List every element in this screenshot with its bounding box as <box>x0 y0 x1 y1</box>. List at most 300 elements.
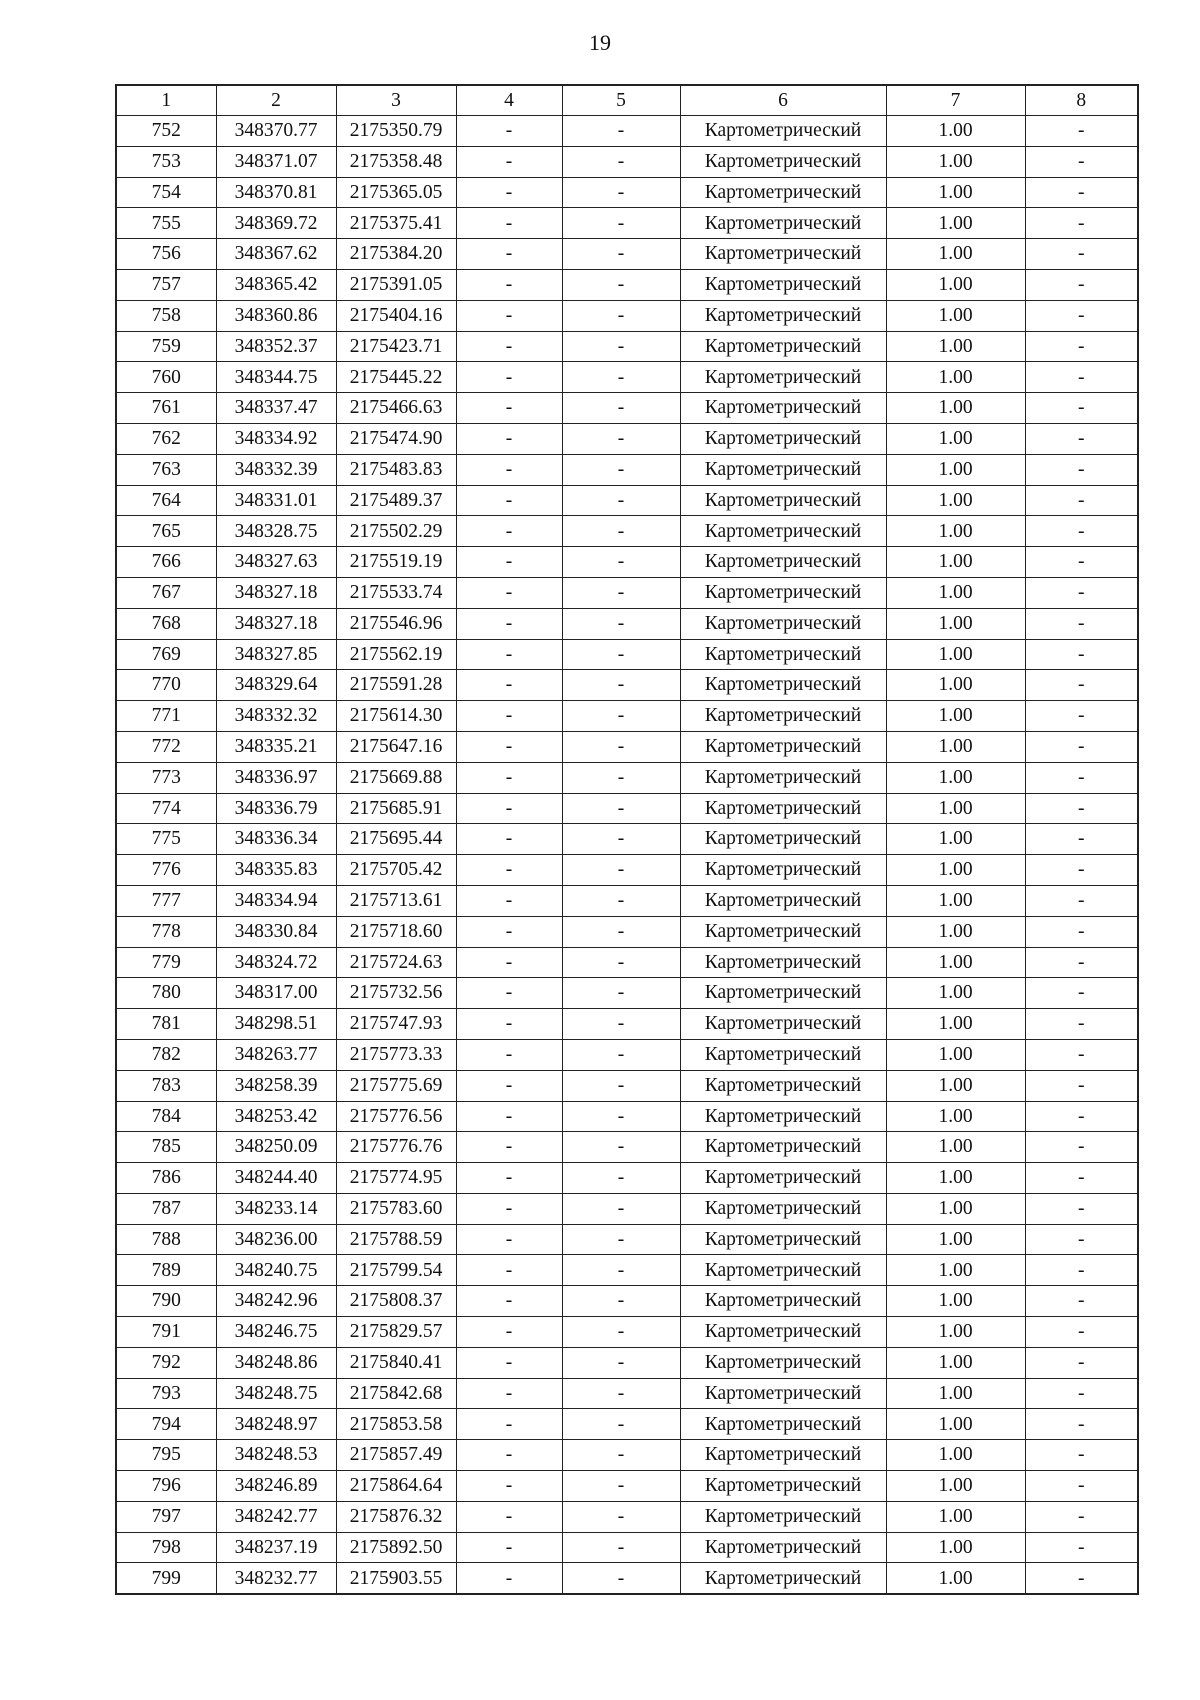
x-coordinate-cell: 348258.39 <box>216 1070 336 1101</box>
x-coordinate-cell: 348332.39 <box>216 454 336 485</box>
column-8-cell: - <box>1025 269 1138 300</box>
column-4-cell: - <box>456 516 562 547</box>
column-5-cell: - <box>562 1101 680 1132</box>
method-cell: Картометрический <box>680 793 886 824</box>
y-coordinate-cell: 2175903.55 <box>336 1563 456 1594</box>
column-5-cell: - <box>562 547 680 578</box>
y-coordinate-cell: 2175829.57 <box>336 1317 456 1348</box>
column-8-cell: - <box>1025 947 1138 978</box>
column-4-cell: - <box>456 916 562 947</box>
column-5-cell: - <box>562 393 680 424</box>
accuracy-cell: 1.00 <box>886 300 1025 331</box>
method-cell: Картометрический <box>680 639 886 670</box>
column-8-cell: - <box>1025 116 1138 147</box>
point-number-cell: 782 <box>116 1039 216 1070</box>
column-4-cell: - <box>456 208 562 239</box>
column-4-cell: - <box>456 762 562 793</box>
column-8-cell: - <box>1025 978 1138 1009</box>
coordinates-table <box>115 84 1139 1595</box>
column-8-cell: - <box>1025 1317 1138 1348</box>
point-number-cell: 778 <box>116 916 216 947</box>
method-cell: Картометрический <box>680 608 886 639</box>
point-number-cell: 777 <box>116 885 216 916</box>
column-5-cell: - <box>562 1501 680 1532</box>
method-cell: Картометрический <box>680 116 886 147</box>
y-coordinate-cell: 2175713.61 <box>336 885 456 916</box>
accuracy-cell: 1.00 <box>886 670 1025 701</box>
table-row <box>116 1347 1138 1378</box>
column-4-cell: - <box>456 177 562 208</box>
point-number-cell: 788 <box>116 1224 216 1255</box>
table-row <box>116 300 1138 331</box>
x-coordinate-cell: 348337.47 <box>216 393 336 424</box>
accuracy-cell: 1.00 <box>886 577 1025 608</box>
column-8-cell: - <box>1025 423 1138 454</box>
point-number-cell: 794 <box>116 1409 216 1440</box>
point-number-cell: 762 <box>116 423 216 454</box>
table-row <box>116 639 1138 670</box>
point-number-cell: 798 <box>116 1532 216 1563</box>
method-cell: Картометрический <box>680 916 886 947</box>
table-row <box>116 454 1138 485</box>
method-cell: Картометрический <box>680 885 886 916</box>
point-number-cell: 768 <box>116 608 216 639</box>
table-row <box>116 978 1138 1009</box>
x-coordinate-cell: 348327.18 <box>216 608 336 639</box>
x-coordinate-cell: 348250.09 <box>216 1132 336 1163</box>
method-cell: Картометрический <box>680 1440 886 1471</box>
column-5-cell: - <box>562 1039 680 1070</box>
accuracy-cell: 1.00 <box>886 1409 1025 1440</box>
column-4-cell: - <box>456 1070 562 1101</box>
method-cell: Картометрический <box>680 1255 886 1286</box>
column-4-cell: - <box>456 485 562 516</box>
table-row <box>116 1255 1138 1286</box>
column-5-cell: - <box>562 916 680 947</box>
column-8-cell: - <box>1025 547 1138 578</box>
column-8-cell: - <box>1025 1501 1138 1532</box>
column-5-cell: - <box>562 577 680 608</box>
point-number-cell: 774 <box>116 793 216 824</box>
point-number-cell: 767 <box>116 577 216 608</box>
accuracy-cell: 1.00 <box>886 423 1025 454</box>
x-coordinate-cell: 348253.42 <box>216 1101 336 1132</box>
x-coordinate-cell: 348242.77 <box>216 1501 336 1532</box>
method-cell: Картометрический <box>680 362 886 393</box>
y-coordinate-cell: 2175391.05 <box>336 269 456 300</box>
table-row <box>116 1378 1138 1409</box>
column-4-cell: - <box>456 1224 562 1255</box>
column-8-cell: - <box>1025 916 1138 947</box>
column-8-cell: - <box>1025 1193 1138 1224</box>
column-5-cell: - <box>562 239 680 270</box>
method-cell: Картометрический <box>680 269 886 300</box>
column-4-cell: - <box>456 731 562 762</box>
point-number-cell: 753 <box>116 146 216 177</box>
method-cell: Картометрический <box>680 454 886 485</box>
point-number-cell: 776 <box>116 855 216 886</box>
column-5-cell: - <box>562 1409 680 1440</box>
point-number-cell: 757 <box>116 269 216 300</box>
column-5-cell: - <box>562 208 680 239</box>
method-cell: Картометрический <box>680 1193 886 1224</box>
table-row <box>116 885 1138 916</box>
accuracy-cell: 1.00 <box>886 1501 1025 1532</box>
method-cell: Картометрический <box>680 1317 886 1348</box>
x-coordinate-cell: 348331.01 <box>216 485 336 516</box>
accuracy-cell: 1.00 <box>886 1440 1025 1471</box>
column-4-cell: - <box>456 423 562 454</box>
x-coordinate-cell: 348248.53 <box>216 1440 336 1471</box>
method-cell: Картометрический <box>680 731 886 762</box>
x-coordinate-cell: 348370.81 <box>216 177 336 208</box>
column-4-cell: - <box>456 547 562 578</box>
x-coordinate-cell: 348242.96 <box>216 1286 336 1317</box>
method-cell: Картометрический <box>680 1563 886 1594</box>
method-cell: Картометрический <box>680 1009 886 1040</box>
table-row <box>116 1471 1138 1502</box>
column-8-cell: - <box>1025 1255 1138 1286</box>
table-row <box>116 731 1138 762</box>
y-coordinate-cell: 2175375.41 <box>336 208 456 239</box>
column-4-cell: - <box>456 146 562 177</box>
accuracy-cell: 1.00 <box>886 1347 1025 1378</box>
table-header-row <box>116 85 1138 116</box>
y-coordinate-cell: 2175775.69 <box>336 1070 456 1101</box>
table-row <box>116 116 1138 147</box>
method-cell: Картометрический <box>680 1532 886 1563</box>
column-5-cell: - <box>562 269 680 300</box>
column-4-cell: - <box>456 1317 562 1348</box>
table-row <box>116 393 1138 424</box>
column-5-cell: - <box>562 1286 680 1317</box>
y-coordinate-cell: 2175842.68 <box>336 1378 456 1409</box>
column-8-cell: - <box>1025 1471 1138 1502</box>
page-number: 19 <box>589 30 611 55</box>
table-row <box>116 1532 1138 1563</box>
accuracy-cell: 1.00 <box>886 116 1025 147</box>
point-number-cell: 780 <box>116 978 216 1009</box>
accuracy-cell: 1.00 <box>886 731 1025 762</box>
y-coordinate-cell: 2175474.90 <box>336 423 456 454</box>
y-coordinate-cell: 2175533.74 <box>336 577 456 608</box>
method-cell: Картометрический <box>680 331 886 362</box>
column-4-cell: - <box>456 978 562 1009</box>
column-5-cell: - <box>562 331 680 362</box>
accuracy-cell: 1.00 <box>886 978 1025 1009</box>
column-5-cell: - <box>562 1347 680 1378</box>
x-coordinate-cell: 348246.75 <box>216 1317 336 1348</box>
column-4-cell: - <box>456 1009 562 1040</box>
y-coordinate-cell: 2175776.76 <box>336 1132 456 1163</box>
point-number-cell: 790 <box>116 1286 216 1317</box>
accuracy-cell: 1.00 <box>886 885 1025 916</box>
y-coordinate-cell: 2175876.32 <box>336 1501 456 1532</box>
column-5-cell: - <box>562 362 680 393</box>
method-cell: Картометрический <box>680 701 886 732</box>
x-coordinate-cell: 348233.14 <box>216 1193 336 1224</box>
point-number-cell: 760 <box>116 362 216 393</box>
x-coordinate-cell: 348237.19 <box>216 1532 336 1563</box>
accuracy-cell: 1.00 <box>886 1563 1025 1594</box>
table-row <box>116 208 1138 239</box>
y-coordinate-cell: 2175423.71 <box>336 331 456 362</box>
column-5-cell: - <box>562 423 680 454</box>
y-coordinate-cell: 2175483.83 <box>336 454 456 485</box>
x-coordinate-cell: 348327.85 <box>216 639 336 670</box>
y-coordinate-cell: 2175808.37 <box>336 1286 456 1317</box>
table-row <box>116 762 1138 793</box>
method-cell: Картометрический <box>680 1347 886 1378</box>
table-row <box>116 1132 1138 1163</box>
method-cell: Картометрический <box>680 516 886 547</box>
point-number-cell: 795 <box>116 1440 216 1471</box>
column-4-cell: - <box>456 393 562 424</box>
column-4-cell: - <box>456 885 562 916</box>
y-coordinate-cell: 2175365.05 <box>336 177 456 208</box>
column-5-cell: - <box>562 762 680 793</box>
x-coordinate-cell: 348371.07 <box>216 146 336 177</box>
x-coordinate-cell: 348244.40 <box>216 1163 336 1194</box>
x-coordinate-cell: 348336.34 <box>216 824 336 855</box>
accuracy-cell: 1.00 <box>886 1163 1025 1194</box>
accuracy-cell: 1.00 <box>886 1193 1025 1224</box>
column-8-cell: - <box>1025 1532 1138 1563</box>
accuracy-cell: 1.00 <box>886 516 1025 547</box>
y-coordinate-cell: 2175788.59 <box>336 1224 456 1255</box>
y-coordinate-cell: 2175774.95 <box>336 1163 456 1194</box>
method-cell: Картометрический <box>680 393 886 424</box>
column-8-cell: - <box>1025 208 1138 239</box>
accuracy-cell: 1.00 <box>886 146 1025 177</box>
method-cell: Картометрический <box>680 485 886 516</box>
column-5-cell: - <box>562 516 680 547</box>
column-8-cell: - <box>1025 454 1138 485</box>
table-row <box>116 1009 1138 1040</box>
y-coordinate-cell: 2175591.28 <box>336 670 456 701</box>
table-row <box>116 269 1138 300</box>
x-coordinate-cell: 348334.94 <box>216 885 336 916</box>
column-header: 4 <box>456 85 562 116</box>
point-number-cell: 773 <box>116 762 216 793</box>
y-coordinate-cell: 2175466.63 <box>336 393 456 424</box>
point-number-cell: 761 <box>116 393 216 424</box>
column-4-cell: - <box>456 239 562 270</box>
method-cell: Картометрический <box>680 423 886 454</box>
table-row <box>116 577 1138 608</box>
method-cell: Картометрический <box>680 208 886 239</box>
method-cell: Картометрический <box>680 670 886 701</box>
accuracy-cell: 1.00 <box>886 1317 1025 1348</box>
column-5-cell: - <box>562 885 680 916</box>
column-8-cell: - <box>1025 639 1138 670</box>
column-4-cell: - <box>456 1471 562 1502</box>
point-number-cell: 754 <box>116 177 216 208</box>
column-4-cell: - <box>456 1193 562 1224</box>
y-coordinate-cell: 2175783.60 <box>336 1193 456 1224</box>
table-row <box>116 177 1138 208</box>
y-coordinate-cell: 2175546.96 <box>336 608 456 639</box>
x-coordinate-cell: 348369.72 <box>216 208 336 239</box>
column-4-cell: - <box>456 824 562 855</box>
column-8-cell: - <box>1025 393 1138 424</box>
column-5-cell: - <box>562 978 680 1009</box>
y-coordinate-cell: 2175350.79 <box>336 116 456 147</box>
column-8-cell: - <box>1025 331 1138 362</box>
accuracy-cell: 1.00 <box>886 1255 1025 1286</box>
column-4-cell: - <box>456 269 562 300</box>
table-row <box>116 423 1138 454</box>
x-coordinate-cell: 348298.51 <box>216 1009 336 1040</box>
column-8-cell: - <box>1025 1132 1138 1163</box>
x-coordinate-cell: 348248.75 <box>216 1378 336 1409</box>
x-coordinate-cell: 348336.79 <box>216 793 336 824</box>
point-number-cell: 771 <box>116 701 216 732</box>
y-coordinate-cell: 2175404.16 <box>336 300 456 331</box>
method-cell: Картометрический <box>680 1224 886 1255</box>
point-number-cell: 799 <box>116 1563 216 1594</box>
point-number-cell: 791 <box>116 1317 216 1348</box>
y-coordinate-cell: 2175384.20 <box>336 239 456 270</box>
column-8-cell: - <box>1025 1347 1138 1378</box>
column-8-cell: - <box>1025 824 1138 855</box>
column-8-cell: - <box>1025 1009 1138 1040</box>
table-row <box>116 485 1138 516</box>
column-5-cell: - <box>562 1255 680 1286</box>
accuracy-cell: 1.00 <box>886 916 1025 947</box>
column-5-cell: - <box>562 146 680 177</box>
column-4-cell: - <box>456 454 562 485</box>
column-header: 2 <box>216 85 336 116</box>
accuracy-cell: 1.00 <box>886 1039 1025 1070</box>
point-number-cell: 783 <box>116 1070 216 1101</box>
method-cell: Картометрический <box>680 978 886 1009</box>
method-cell: Картометрический <box>680 1286 886 1317</box>
y-coordinate-cell: 2175773.33 <box>336 1039 456 1070</box>
column-5-cell: - <box>562 1009 680 1040</box>
point-number-cell: 758 <box>116 300 216 331</box>
table-row <box>116 547 1138 578</box>
x-coordinate-cell: 348335.21 <box>216 731 336 762</box>
method-cell: Картометрический <box>680 947 886 978</box>
column-4-cell: - <box>456 608 562 639</box>
column-4-cell: - <box>456 670 562 701</box>
x-coordinate-cell: 348334.92 <box>216 423 336 454</box>
column-5-cell: - <box>562 670 680 701</box>
method-cell: Картометрический <box>680 239 886 270</box>
column-8-cell: - <box>1025 855 1138 886</box>
accuracy-cell: 1.00 <box>886 393 1025 424</box>
point-number-cell: 796 <box>116 1471 216 1502</box>
accuracy-cell: 1.00 <box>886 639 1025 670</box>
accuracy-cell: 1.00 <box>886 1132 1025 1163</box>
point-number-cell: 752 <box>116 116 216 147</box>
y-coordinate-cell: 2175358.48 <box>336 146 456 177</box>
column-4-cell: - <box>456 116 562 147</box>
point-number-cell: 781 <box>116 1009 216 1040</box>
method-cell: Картометрический <box>680 1070 886 1101</box>
point-number-cell: 770 <box>116 670 216 701</box>
accuracy-cell: 1.00 <box>886 362 1025 393</box>
column-5-cell: - <box>562 855 680 886</box>
accuracy-cell: 1.00 <box>886 454 1025 485</box>
column-8-cell: - <box>1025 1224 1138 1255</box>
x-coordinate-cell: 348240.75 <box>216 1255 336 1286</box>
table-row <box>116 1440 1138 1471</box>
column-4-cell: - <box>456 1378 562 1409</box>
column-5-cell: - <box>562 116 680 147</box>
column-4-cell: - <box>456 793 562 824</box>
column-4-cell: - <box>456 300 562 331</box>
table-body <box>116 116 1138 1595</box>
column-5-cell: - <box>562 454 680 485</box>
column-4-cell: - <box>456 639 562 670</box>
point-number-cell: 756 <box>116 239 216 270</box>
table-row <box>116 239 1138 270</box>
column-8-cell: - <box>1025 485 1138 516</box>
table-row <box>116 1409 1138 1440</box>
table-row <box>116 1317 1138 1348</box>
column-4-cell: - <box>456 331 562 362</box>
table-row <box>116 1163 1138 1194</box>
column-8-cell: - <box>1025 1563 1138 1594</box>
y-coordinate-cell: 2175718.60 <box>336 916 456 947</box>
column-8-cell: - <box>1025 300 1138 331</box>
y-coordinate-cell: 2175614.30 <box>336 701 456 732</box>
y-coordinate-cell: 2175685.91 <box>336 793 456 824</box>
x-coordinate-cell: 348324.72 <box>216 947 336 978</box>
x-coordinate-cell: 348344.75 <box>216 362 336 393</box>
column-4-cell: - <box>456 701 562 732</box>
accuracy-cell: 1.00 <box>886 608 1025 639</box>
x-coordinate-cell: 348336.97 <box>216 762 336 793</box>
column-5-cell: - <box>562 1532 680 1563</box>
method-cell: Картометрический <box>680 1501 886 1532</box>
y-coordinate-cell: 2175502.29 <box>336 516 456 547</box>
table-row <box>116 855 1138 886</box>
accuracy-cell: 1.00 <box>886 1224 1025 1255</box>
column-4-cell: - <box>456 1440 562 1471</box>
table-row <box>116 701 1138 732</box>
method-cell: Картометрический <box>680 1039 886 1070</box>
column-5-cell: - <box>562 1563 680 1594</box>
method-cell: Картометрический <box>680 146 886 177</box>
column-8-cell: - <box>1025 516 1138 547</box>
column-8-cell: - <box>1025 793 1138 824</box>
column-8-cell: - <box>1025 670 1138 701</box>
column-4-cell: - <box>456 1286 562 1317</box>
column-5-cell: - <box>562 639 680 670</box>
column-8-cell: - <box>1025 1070 1138 1101</box>
column-5-cell: - <box>562 608 680 639</box>
method-cell: Картометрический <box>680 1163 886 1194</box>
accuracy-cell: 1.00 <box>886 1378 1025 1409</box>
point-number-cell: 775 <box>116 824 216 855</box>
x-coordinate-cell: 348332.32 <box>216 701 336 732</box>
column-5-cell: - <box>562 824 680 855</box>
accuracy-cell: 1.00 <box>886 547 1025 578</box>
column-5-cell: - <box>562 177 680 208</box>
method-cell: Картометрический <box>680 300 886 331</box>
column-5-cell: - <box>562 1224 680 1255</box>
point-number-cell: 763 <box>116 454 216 485</box>
table-row <box>116 1286 1138 1317</box>
column-8-cell: - <box>1025 1286 1138 1317</box>
x-coordinate-cell: 348329.64 <box>216 670 336 701</box>
x-coordinate-cell: 348232.77 <box>216 1563 336 1594</box>
column-5-cell: - <box>562 1132 680 1163</box>
column-4-cell: - <box>456 1501 562 1532</box>
